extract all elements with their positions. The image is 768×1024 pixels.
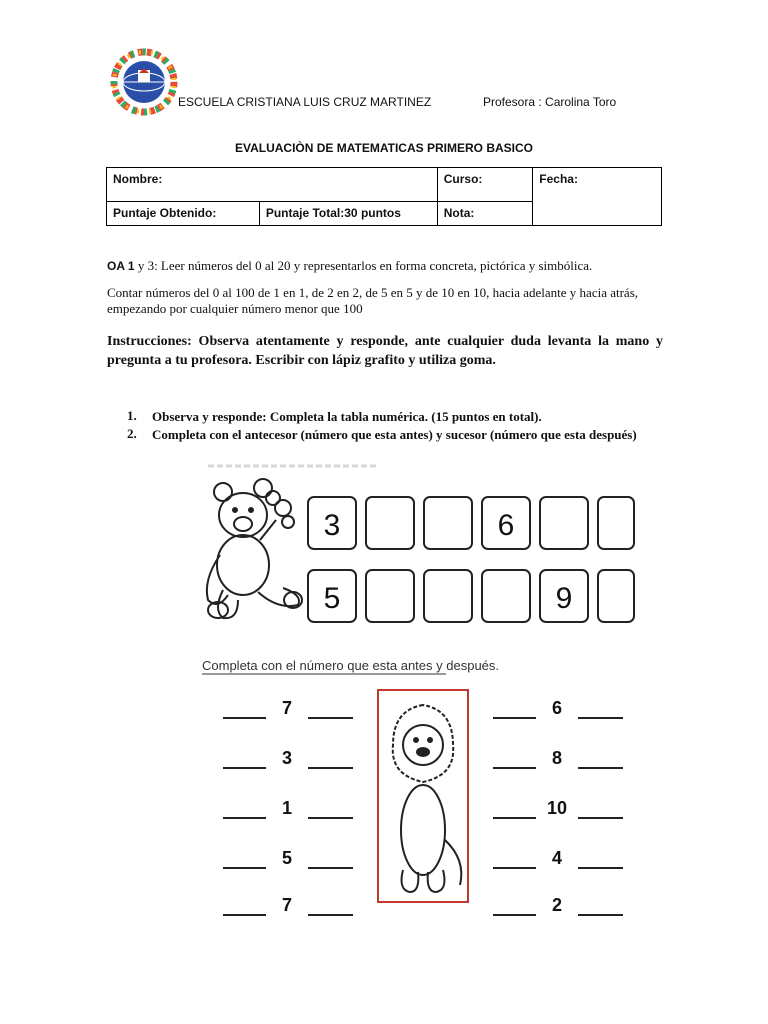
evaluation-title: EVALUACIÒN DE MATEMATICAS PRIMERO BASICO <box>234 141 533 155</box>
right-number: 6 <box>551 698 563 718</box>
question-1 <box>127 408 667 426</box>
teddy-bear-icon <box>207 479 302 618</box>
number-box <box>598 497 634 549</box>
oa-text: y 3: Leer números del 0 al 20 y representarlos en forma concreta, pictórica y simbólica. <box>134 258 593 273</box>
worksheet-image <box>198 460 638 930</box>
right-number: 8 <box>551 748 563 768</box>
lion-frame <box>378 690 468 902</box>
curso-field[interactable]: Curso: <box>437 168 533 202</box>
nombre-field[interactable]: Nombre: <box>107 168 438 202</box>
student-info-table <box>106 167 662 226</box>
left-number: 1 <box>281 798 293 818</box>
question-text: Completa con el antecesor (número que esta antes) y sucesor (número que esta después) <box>152 427 637 442</box>
puntaje-total-field: Puntaje Total:30 puntos <box>259 202 437 226</box>
number-box <box>598 570 634 622</box>
school-name: ESCUELA CRISTIANA LUIS CRUZ MARTINEZ <box>178 95 432 109</box>
number-box <box>482 570 530 622</box>
puntaje-obtenido-field[interactable]: Puntaje Obtenido: <box>107 202 260 226</box>
number-table-cell: 5 <box>323 582 341 615</box>
fecha-field[interactable]: Fecha: <box>533 168 662 226</box>
number-table-cell: 9 <box>555 582 573 615</box>
number-box <box>366 570 414 622</box>
number-box <box>424 570 472 622</box>
objective-oa1 <box>107 258 592 274</box>
right-number: 4 <box>551 848 563 868</box>
left-number: 7 <box>281 895 293 915</box>
instructions: Instrucciones: Observa atentamente y responde, ante cualquier duda levanta la mano y pregunta a tu profesora. Escribir con lápiz grafito y utiliza goma. <box>107 334 663 368</box>
school-logo <box>108 46 180 118</box>
left-number: 3 <box>281 748 293 768</box>
oa-label: OA 1 <box>107 259 135 273</box>
number-table-cell: 6 <box>497 509 515 542</box>
right-number: 10 <box>546 798 568 818</box>
number-box <box>366 497 414 549</box>
number-box <box>540 497 588 549</box>
number-box <box>424 497 472 549</box>
question-number: 2. <box>127 426 137 441</box>
question-number: 1. <box>127 408 137 423</box>
left-number: 7 <box>281 698 293 718</box>
left-number: 5 <box>281 848 293 868</box>
exercise-heading: Completa con el número que esta antes y después. <box>202 658 500 673</box>
right-number: 2 <box>551 895 563 915</box>
lion-icon <box>393 705 462 892</box>
number-table-cell: 3 <box>323 509 341 542</box>
number-table <box>308 497 634 622</box>
nota-field[interactable]: Nota: <box>437 202 533 226</box>
question-text: Observa y responde: Completa la tabla numérica. (15 puntos en total). <box>152 409 542 424</box>
objective-counting: Contar números del 0 al 100 de 1 en 1, de 2 en 2, de 5 en 5 y de 10 en 10, hacia adelante y hacia atrás, empezando por cualquier número menor que 100 <box>107 285 639 316</box>
teacher-name: Profesora : Carolina Toro <box>483 95 617 109</box>
question-2 <box>127 426 667 462</box>
